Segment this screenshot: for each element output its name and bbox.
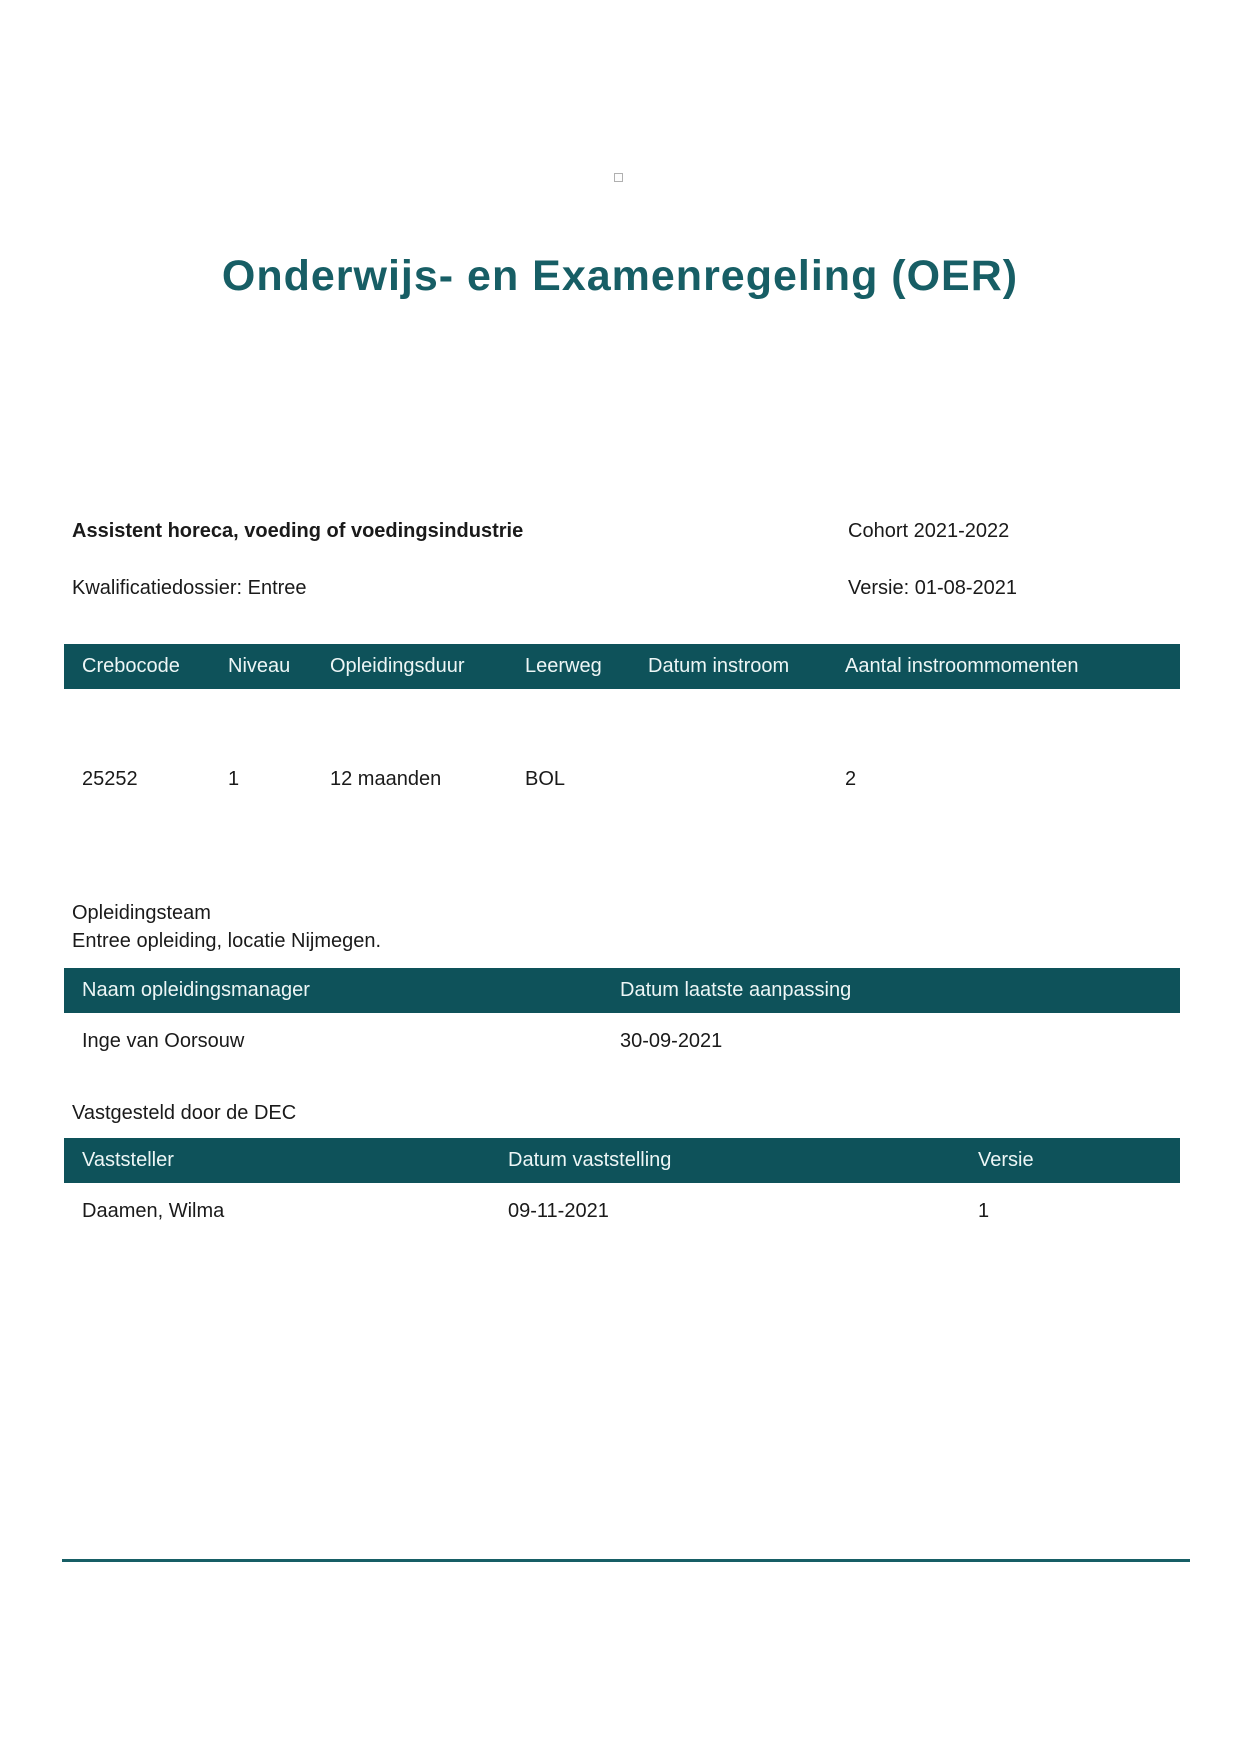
cell-vaststeller: Daamen, Wilma bbox=[82, 1200, 225, 1222]
col-aantal-instroommomenten: Aantal instroommomenten bbox=[827, 644, 1180, 689]
program-name: Assistent horeca, voeding of voedingsindustrie bbox=[72, 520, 524, 542]
version-label: Versie: 01-08-2021 bbox=[848, 577, 1018, 599]
cell-aantal-instroommomenten: 2 bbox=[845, 768, 857, 790]
program-table-header bbox=[64, 644, 1180, 689]
col-opleidingsduur: Opleidingsduur bbox=[312, 644, 507, 689]
cell-naam-opleidingsmanager: Inge van Oorsouw bbox=[82, 1030, 245, 1052]
table-row bbox=[64, 1183, 1180, 1243]
col-datum-instroom: Datum instroom bbox=[630, 644, 827, 689]
cell-datum-vaststelling: 09-11-2021 bbox=[508, 1200, 609, 1222]
col-vaststeller: Vaststeller bbox=[64, 1138, 490, 1183]
table-row bbox=[64, 1013, 1180, 1073]
program-table bbox=[64, 644, 1180, 823]
table-header-row bbox=[64, 644, 1180, 689]
image-placeholder-icon bbox=[614, 173, 623, 182]
team-table bbox=[64, 968, 1180, 1073]
col-crebocode: Crebocode bbox=[64, 644, 210, 689]
cell-versie: 1 bbox=[978, 1200, 990, 1222]
footer-divider bbox=[62, 1559, 1190, 1562]
table-header-row bbox=[64, 1138, 1180, 1183]
col-versie: Versie bbox=[960, 1138, 1180, 1183]
col-datum-vaststelling: Datum vaststelling bbox=[490, 1138, 960, 1183]
approval-table bbox=[64, 1138, 1180, 1243]
col-datum-laatste-aanpassing: Datum laatste aanpassing bbox=[602, 968, 1180, 1013]
table-row bbox=[64, 689, 1180, 823]
page-title: Onderwijs- en Examenregeling (OER) bbox=[221, 252, 1019, 300]
team-heading-line: Opleidingsteam bbox=[72, 902, 211, 924]
team-section-heading bbox=[72, 899, 381, 955]
cohort-label: Cohort 2021-2022 bbox=[848, 520, 1010, 542]
col-naam-opleidingsmanager: Naam opleidingsmanager bbox=[64, 968, 602, 1013]
cell-crebocode: 25252 bbox=[82, 768, 138, 790]
approval-table-header bbox=[64, 1138, 1180, 1183]
cell-opleidingsduur: 12 maanden bbox=[330, 768, 442, 790]
cell-leerweg: BOL bbox=[525, 768, 566, 790]
table-header-row bbox=[64, 968, 1180, 1013]
team-table-header bbox=[64, 968, 1180, 1013]
approval-section-heading: Vastgesteld door de DEC bbox=[72, 1102, 297, 1124]
col-leerweg: Leerweg bbox=[507, 644, 630, 689]
team-subheading-line: Entree opleiding, locatie Nijmegen. bbox=[72, 930, 382, 952]
cell-datum-laatste-aanpassing: 30-09-2021 bbox=[620, 1030, 723, 1052]
cell-niveau: 1 bbox=[228, 768, 240, 790]
cell-datum-instroom bbox=[630, 689, 827, 823]
col-niveau: Niveau bbox=[210, 644, 312, 689]
qualification-dossier-label: Kwalificatiedossier: Entree bbox=[72, 577, 307, 599]
